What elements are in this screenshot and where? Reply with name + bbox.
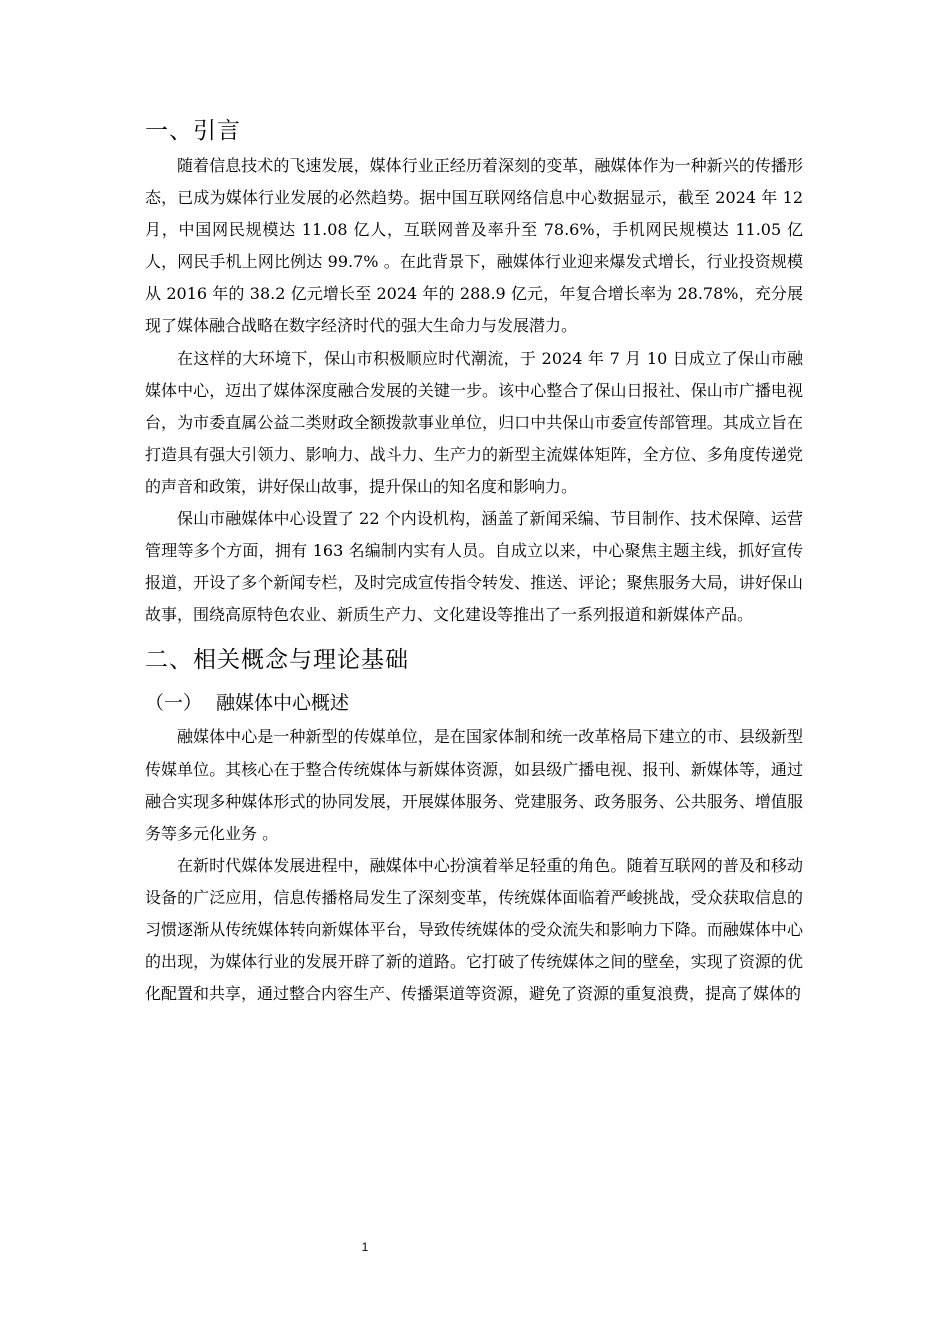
paragraph: 在这样的大环境下，保山市积极顺应时代潮流，于 2024 年 7 月 10 日成立了保山市融媒体中心，迈出了媒体深度融合发展的关键一步。该中心整合了保山日报社、保山市广播电视台，为市委直属公益二类财政全额拨款事业单位，归口中共保山市委宣传部管理。其成立旨在打造具有强大引领力、影响力、战斗力、生产力的新型主流媒体矩阵，全方位、多角度传递党的声音和政策，讲好保山故事，提升保山的知名度和影响力。 [145,348,803,496]
subsection-heading [145,687,803,719]
document-page [145,112,803,1010]
page-number: 1 [361,1240,369,1254]
subsection-number: （一） [145,692,203,715]
section-heading-introduction: 一、引言 [145,118,241,144]
paragraph: 随着信息技术的飞速发展，媒体行业正经历着深刻的变革，融媒体作为一种新兴的传播形态，已成为媒体行业发展的必然趋势。据中国互联网络信息中心数据显示，截至 2024 年 12 月，中国网民规模达 11.08 亿人，互联网普及率升至 78.6%，手机网民规模达 11.05 亿人，网民手机上网比例达 99.7% 。在此背景下，融媒体行业迎来爆发式增长，行业投资规模从 2016 年的 38.2 亿元增长至 2024 年的 288.9 亿元，年复合增长率为 28.78%，充分展现了媒体融合战略在数字经济时代的强大生命力与发展潜力。 [145,156,803,336]
section-heading-concepts: 二、相关概念与理论基础 [145,647,409,674]
paragraph: 融媒体中心是一种新型的传媒单位，是在国家体制和统一改革格局下建立的市、县级新型传媒单位。其核心在于整合传统媒体与新媒体资源，如县级广播电视、报刊、新媒体等，通过融合实现多种媒体形式的协同发展，开展媒体服务、党建服务、政务服务、公共服务、增值服务等多元化业务 。 [145,727,803,843]
paragraph: 保山市融媒体中心设置了 22 个内设机构，涵盖了新闻采编、节目制作、技术保障、运营管理等多个方面，拥有 163 名编制内实有人员。自成立以来，中心聚焦主题主线，抓好宣传报道，开设了多个新闻专栏，及时完成宣传指令转发、推送、评论；聚焦服务大局，讲好保山故事，围绕高原特色农业、新质生产力、文化建设等推出了一系列报道和新媒体产品。 [145,509,803,625]
subsection-title: 融媒体中心概述 [216,692,350,715]
paragraph: 在新时代媒体发展进程中，融媒体中心扮演着举足轻重的角色。随着互联网的普及和移动设备的广泛应用，信息传播格局发生了深刻变革，传统媒体面临着严峻挑战，受众获取信息的习惯逐渐从传统媒体转向新媒体平台，导致传统媒体的受众流失和影响力下降。而融媒体中心的出现，为媒体行业的发展开辟了新的道路。它打破了传统媒体之间的壁垒，实现了资源的优化配置和共享，通过整合内容生产、传播渠道等资源，避免了资源的重复浪费，提高了媒体的 [145,855,803,1004]
